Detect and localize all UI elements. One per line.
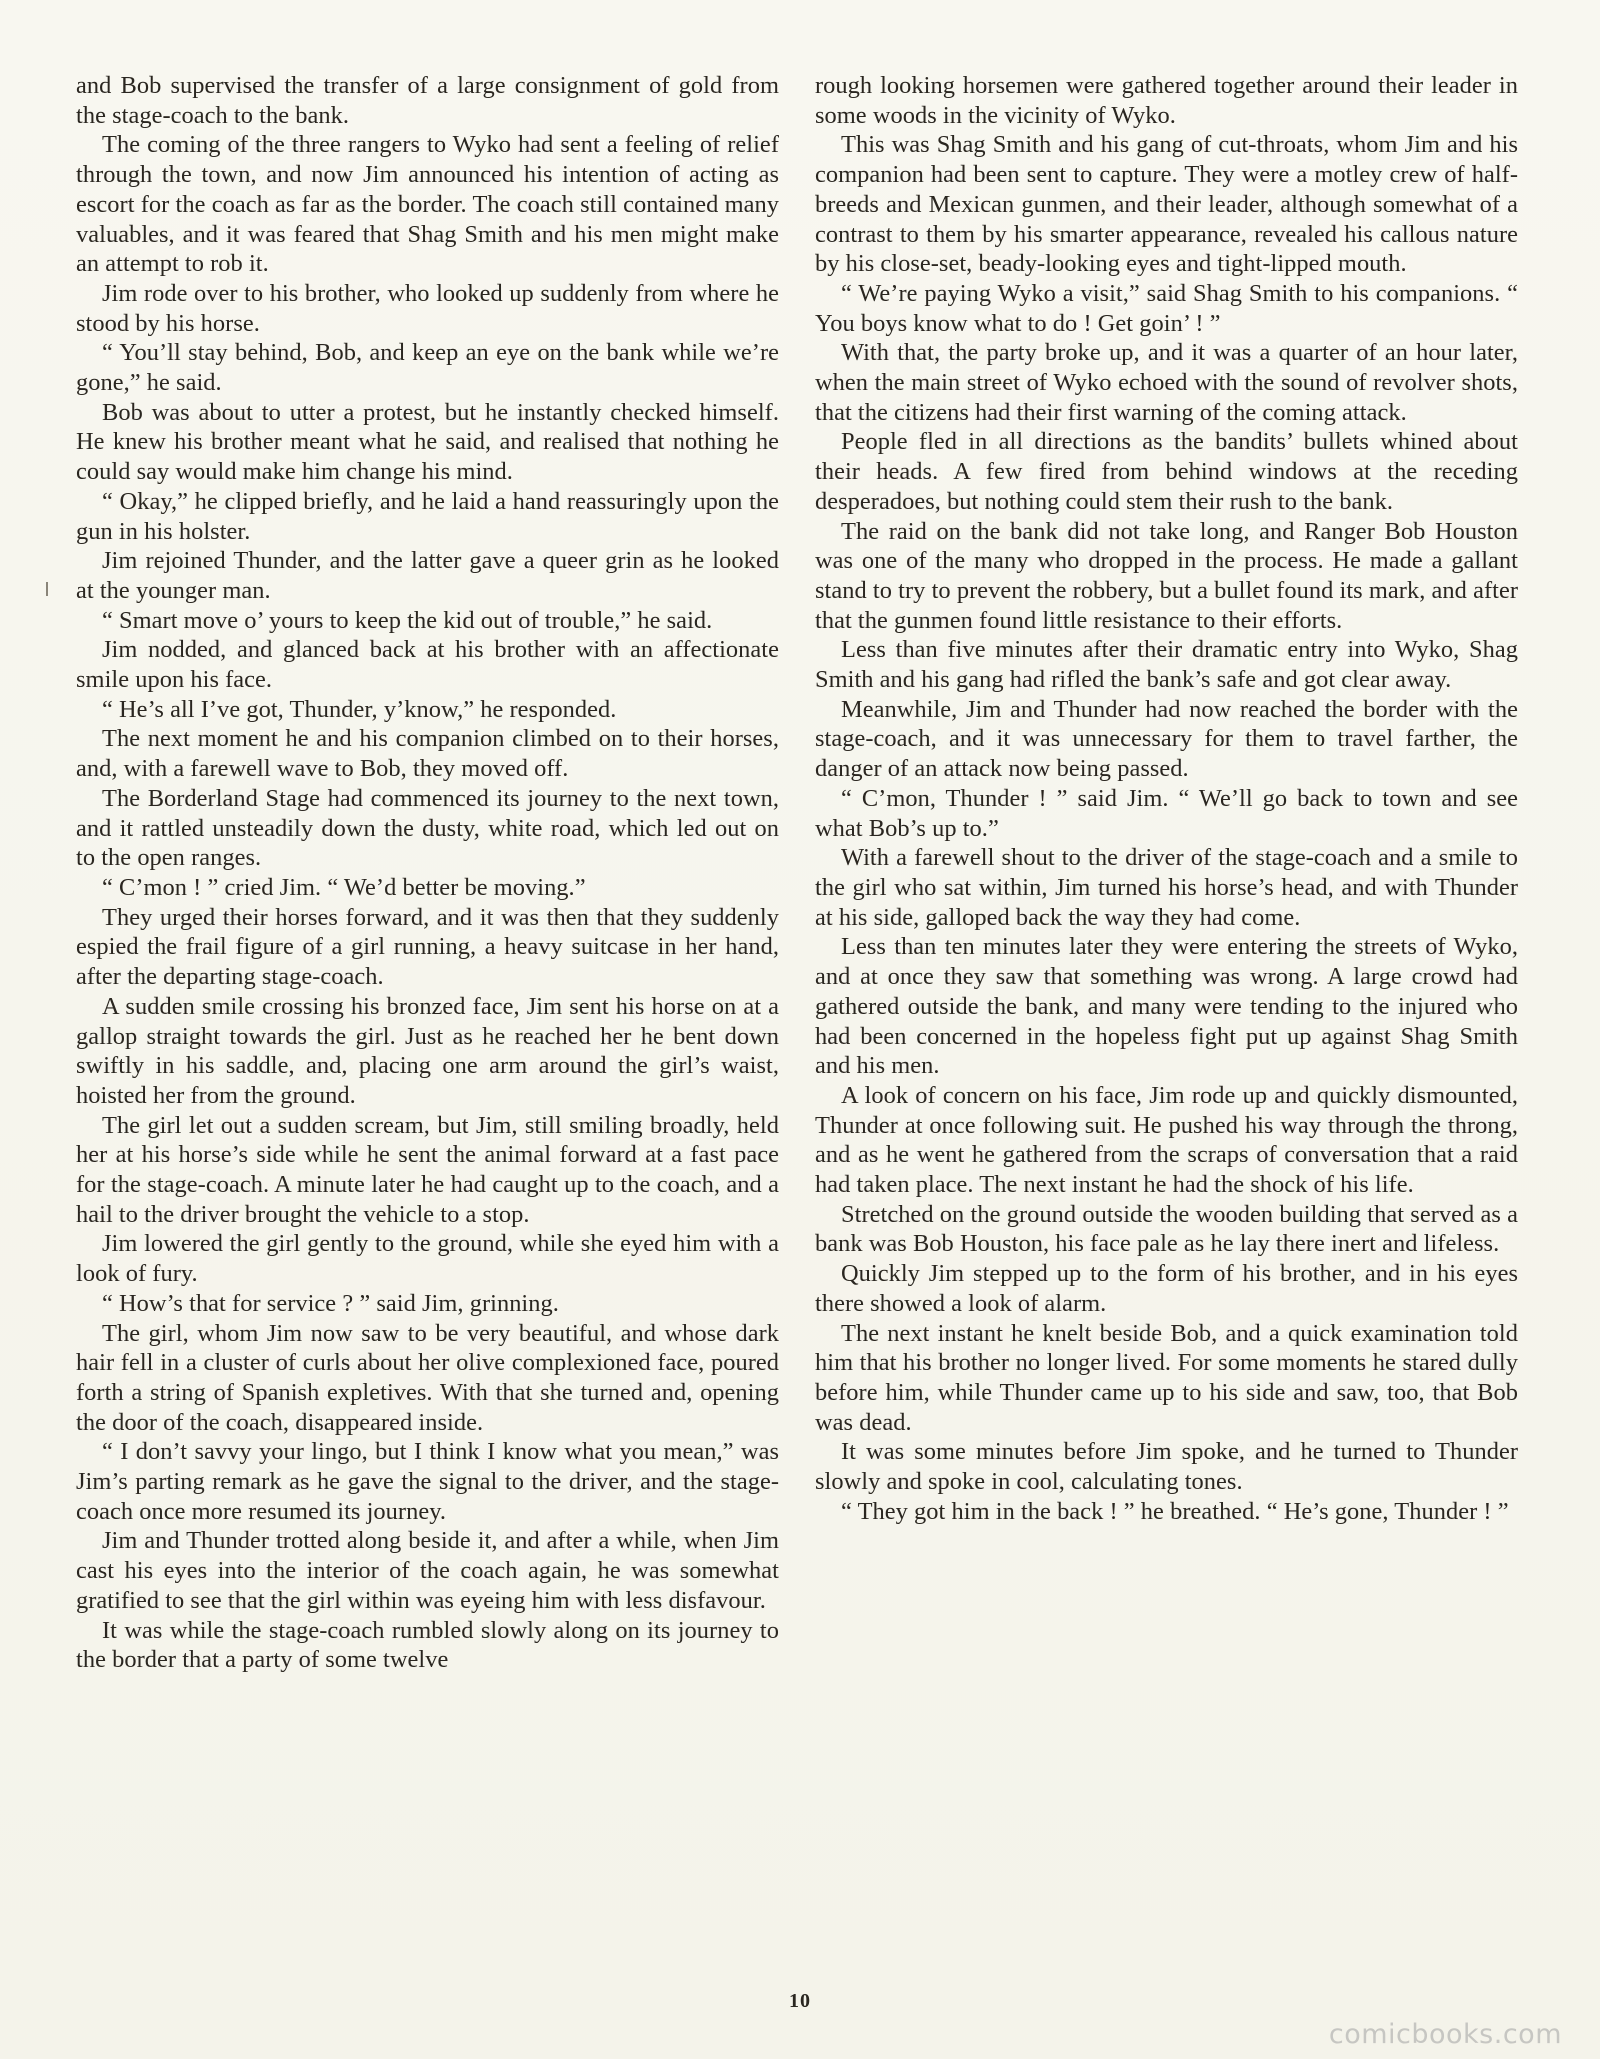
- paragraph: “ He’s all I’ve got, Thunder, y’know,” he responded.: [102, 695, 617, 723]
- paragraph: Jim rejoined Thunder, and the latter gave a queer grin as he looked at the younger man.: [76, 547, 779, 604]
- paragraph: Meanwhile, Jim and Thunder had now reached the border with the stage-coach, and it was unnecessary for them to travel farther, the danger of an attack now being passed.: [815, 695, 1518, 783]
- margin-mark: [46, 582, 48, 596]
- paragraph: “ C’mon ! ” cried Jim. “ We’d better be moving.”: [102, 873, 586, 901]
- paragraph: The next instant he knelt beside Bob, and a quick examination told him that his brother no longer lived. For some moments he stared dully before him, while Thunder came up to his side and saw, too, that Bob was dead.: [815, 1319, 1518, 1436]
- paragraph: With that, the party broke up, and it was a quarter of an hour later, when the main street of Wyko echoed with the sound of revolver shots, that the citizens had their first warning of the coming attack.: [815, 339, 1518, 426]
- paragraph: Less than five minutes after their dramatic entry into Wyko, Shag Smith and his gang had rifled the bank’s safe and got clear away.: [815, 636, 1518, 694]
- paragraph: rough looking horsemen were gathered together around their leader in some woods in the vicinity of Wyko.: [815, 72, 1518, 129]
- page-number: 10: [789, 1990, 811, 2012]
- paragraph: “ Smart move o’ yours to keep the kid out of trouble,” he said.: [102, 606, 713, 634]
- paragraph: Less than ten minutes later they were entering the streets of Wyko, and at once they saw that something was wrong. A large crowd had gathered outside the bank, and many were tending to the injured who had been concerned in the hopeless fight put up against Shag Smith and his men.: [815, 933, 1518, 1080]
- paragraph: Jim rode over to his brother, who looked up suddenly from where he stood by his horse.: [76, 279, 779, 337]
- paragraph: Jim lowered the girl gently to the ground, while she eyed him with a look of fury.: [76, 1230, 779, 1288]
- paragraph: They urged their horses forward, and it was then that they suddenly espied the frail figure of a girl running, a heavy suitcase in her hand, after the departing stage-coach.: [76, 903, 779, 991]
- left-column: [76, 71, 779, 1675]
- watermark: comicbooks.com: [1328, 2019, 1562, 2050]
- paragraph: “ They got him in the back ! ” he breathed. “ He’s gone, Thunder ! ”: [841, 1497, 1509, 1525]
- paragraph: Quickly Jim stepped up to the form of his brother, and in his eyes there showed a look of alarm.: [815, 1260, 1518, 1317]
- paragraph: The Borderland Stage had commenced its journey to the next town, and it rattled unsteadily down the dusty, white road, which led out on to the open ranges.: [76, 784, 779, 872]
- right-column: [815, 71, 1518, 1526]
- paragraph: “ C’mon, Thunder ! ” said Jim. “ We’ll go back to town and see what Bob’s up to.”: [815, 784, 1518, 842]
- paragraph: A sudden smile crossing his bronzed face, Jim sent his horse on at a gallop straight towards the girl. Just as he reached her he bent down swiftly in his saddle, and, placing one arm around the girl’s waist, hoisted her from the ground.: [76, 992, 779, 1109]
- paragraph: The girl, whom Jim now saw to be very beautiful, and whose dark hair fell in a cluster of curls about her olive complexioned face, poured forth a string of Spanish expletives. With that she turned and, opening the door of the coach, disappeared inside.: [76, 1319, 779, 1436]
- paragraph: “ How’s that for service ? ” said Jim, grinning.: [102, 1289, 559, 1317]
- paragraph: Stretched on the ground outside the wooden building that served as a bank was Bob Houston, his face pale as he lay there inert and lifeless.: [815, 1200, 1518, 1258]
- paragraph: A look of concern on his face, Jim rode up and quickly dismounted, Thunder at once following suit. He pushed his way through the throng, and as he went he gathered from the scraps of conversation that a raid had taken place. The next instant he had the shock of his life.: [815, 1081, 1518, 1199]
- paragraph: People fled in all directions as the bandits’ bullets whined about their heads. A few fired from behind windows at the receding desperadoes, but nothing could stem their rush to the bank.: [815, 428, 1518, 515]
- paragraph: and Bob supervised the transfer of a large consignment of gold from the stage-coach to the bank.: [76, 72, 779, 129]
- paragraph: Bob was about to utter a protest, but he instantly checked himself. He knew his brother meant what he said, and realised that nothing he could say would make him change his mind.: [76, 398, 779, 486]
- paragraph: The girl let out a sudden scream, but Jim, still smiling broadly, held her at his horse’s side while he sent the animal forward at a fast pace for the stage-coach. A minute later he had caught up to the coach, and a hail to the driver brought the vehicle to a stop.: [76, 1111, 779, 1228]
- paragraph: “ I don’t savvy your lingo, but I think I know what you mean,” was Jim’s parting remark as he gave the signal to the driver, and the stage-coach once more resumed its journey.: [76, 1438, 779, 1525]
- paragraph: With a farewell shout to the driver of the stage-coach and a smile to the girl who sat within, Jim turned his horse’s head, and with Thunder at his side, galloped back the way they had come.: [815, 844, 1518, 931]
- paragraph: It was some minutes before Jim spoke, and he turned to Thunder slowly and spoke in cool, calculating tones.: [815, 1438, 1518, 1496]
- paragraph: The raid on the bank did not take long, and Ranger Bob Houston was one of the many who dropped in the process. He made a gallant stand to try to prevent the robbery, but a bullet found its mark, and after that the gunmen found little resistance to their efforts.: [815, 517, 1518, 634]
- paragraph: “ Okay,” he clipped briefly, and he laid a hand reassuringly upon the gun in his holster.: [76, 487, 779, 545]
- paragraph: Jim nodded, and glanced back at his brother with an affectionate smile upon his face.: [76, 636, 779, 694]
- paragraph: The coming of the three rangers to Wyko had sent a feeling of relief through the town, and now Jim announced his intention of acting as escort for the coach as far as the border. The coach still contained many valuables, and it was feared that Shag Smith and his men might make an attempt to rob it.: [76, 131, 779, 278]
- paragraph: Jim and Thunder trotted along beside it, and after a while, when Jim cast his eyes into the interior of the coach again, he was somewhat gratified to see that the girl within was eyeing him with less disfavour.: [76, 1527, 779, 1614]
- paragraph: It was while the stage-coach rumbled slowly along on its journey to the border that a party of some twelve: [76, 1616, 779, 1674]
- paragraph: The next moment he and his companion climbed on to their horses, and, with a farewell wave to Bob, they moved off.: [76, 725, 779, 783]
- paragraph: This was Shag Smith and his gang of cut-throats, whom Jim and his companion had been sent to capture. They were a motley crew of half-breeds and Mexican gunmen, and their leader, although somewhat of a contrast to them by his smarter appearance, revealed his callous nature by his close-set, beady-looking eyes and tight-lipped mouth.: [815, 131, 1518, 278]
- paragraph: “ We’re paying Wyko a visit,” said Shag Smith to his companions. “ You boys know what to do ! Get goin’ ! ”: [815, 279, 1518, 337]
- paragraph: “ You’ll stay behind, Bob, and keep an eye on the bank while we’re gone,” he said.: [76, 339, 779, 397]
